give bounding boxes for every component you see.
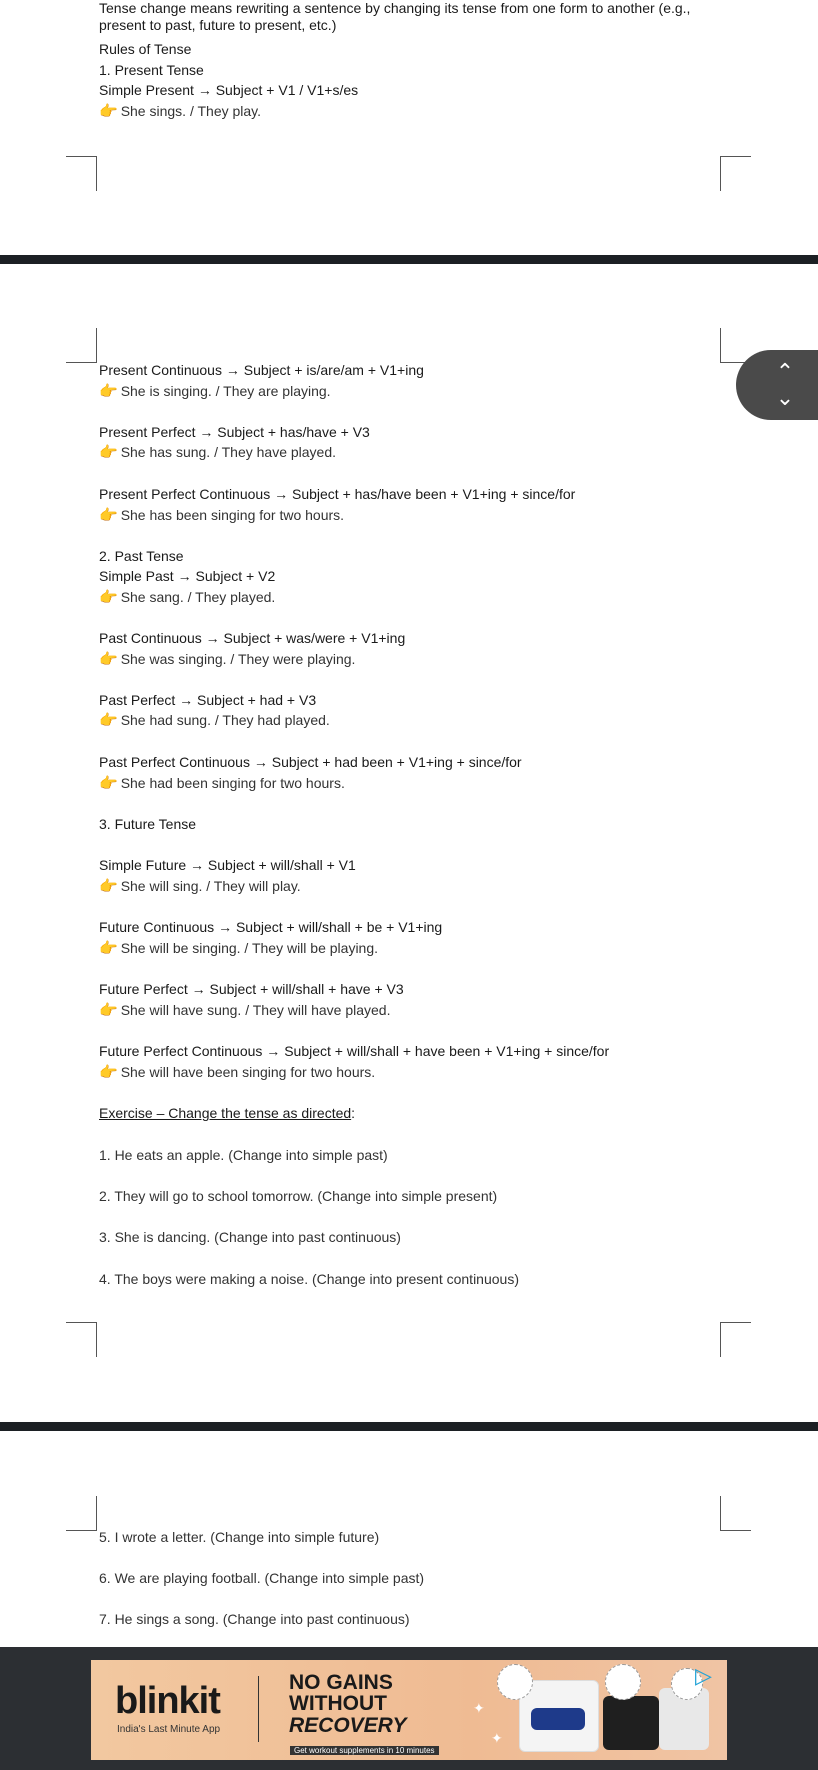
page-corner-mark bbox=[66, 1496, 97, 1531]
pointing-hand-icon: 👉 bbox=[99, 103, 118, 120]
present-perfect-continuous-rule: Present Perfect Continuous → Subject + has/have been + V1+ing + since/for bbox=[99, 486, 576, 502]
future-continuous-rule: Future Continuous → Subject + will/shall + be + V1+ing bbox=[99, 919, 443, 935]
exercise-item: 6. We are playing football. (Change into simple past) bbox=[99, 1570, 425, 1586]
ad-subtext: Get workout supplements in 10 minutes bbox=[290, 1746, 439, 1755]
page-corner-mark bbox=[720, 328, 751, 363]
pointing-hand-icon: 👉 bbox=[99, 507, 118, 524]
exercise-item: 2. They will go to school tomorrow. (Change into simple present) bbox=[99, 1188, 498, 1204]
past-perfect-continuous-rule: Past Perfect Continuous → Subject + had been + V1+ing + since/for bbox=[99, 754, 522, 770]
page-separator bbox=[0, 255, 818, 264]
page-corner-mark bbox=[66, 1322, 97, 1357]
chevron-down-icon[interactable]: ⌄ bbox=[775, 385, 795, 410]
ad-headline-line2: WITHOUT bbox=[289, 1692, 387, 1715]
page-corner-mark bbox=[66, 156, 97, 191]
pointing-hand-icon: 👉 bbox=[99, 712, 118, 729]
exercise-heading: Exercise – Change the tense as directed: bbox=[99, 1105, 356, 1121]
pointing-hand-icon: 👉 bbox=[99, 940, 118, 957]
exercise-item: 3. She is dancing. (Change into past continuous) bbox=[99, 1229, 401, 1245]
past-continuous-example: 👉 She was singing. / They were playing. bbox=[99, 651, 356, 668]
page-corner-mark bbox=[720, 1322, 751, 1357]
simple-present-example: 👉 She sings. / They play. bbox=[99, 103, 262, 120]
product-image bbox=[603, 1696, 659, 1750]
past-perfect-example: 👉 She had sung. / They had played. bbox=[99, 712, 330, 729]
ad-choices-icon[interactable]: ▷ bbox=[695, 1663, 712, 1688]
sparkle-icon: ✦ bbox=[473, 1700, 485, 1716]
pointing-hand-icon: 👉 bbox=[99, 775, 118, 792]
pointing-hand-icon: 👉 bbox=[99, 878, 118, 895]
price-badge bbox=[605, 1664, 641, 1700]
ad-headline-line1: NO GAINS bbox=[289, 1671, 393, 1694]
rules-heading: Rules of Tense bbox=[99, 41, 192, 57]
future-continuous-example: 👉 She will be singing. / They will be playing. bbox=[99, 940, 379, 957]
price-badge bbox=[497, 1664, 533, 1700]
present-perfect-rule: Present Perfect → Subject + has/have + V3 bbox=[99, 424, 370, 440]
past-continuous-rule: Past Continuous → Subject + was/were + V1+ing bbox=[99, 630, 406, 646]
pointing-hand-icon: 👉 bbox=[99, 383, 118, 400]
simple-past-rule: Simple Past → Subject + V2 bbox=[99, 568, 276, 584]
past-perfect-continuous-example: 👉 She had been singing for two hours. bbox=[99, 775, 345, 792]
present-perfect-continuous-example: 👉 She has been singing for two hours. bbox=[99, 507, 345, 524]
pointing-hand-icon: 👉 bbox=[99, 444, 118, 461]
future-perfect-rule: Future Perfect → Subject + will/shall + have + V3 bbox=[99, 981, 404, 997]
simple-present-rule: Simple Present → Subject + V1 / V1+s/es bbox=[99, 82, 359, 98]
pointing-hand-icon: 👉 bbox=[99, 1002, 118, 1019]
exercise-item: 4. The boys were making a noise. (Change into present continuous) bbox=[99, 1271, 519, 1287]
sparkle-icon: ✦ bbox=[491, 1730, 503, 1746]
ad-banner[interactable] bbox=[91, 1660, 727, 1760]
exercise-item: 7. He sings a song. (Change into past continuous) bbox=[99, 1611, 410, 1627]
product-label bbox=[531, 1708, 585, 1730]
past-perfect-rule: Past Perfect → Subject + had + V3 bbox=[99, 692, 317, 708]
exercise-item: 1. He eats an apple. (Change into simple past) bbox=[99, 1147, 388, 1163]
simple-future-example: 👉 She will sing. / They will play. bbox=[99, 878, 301, 895]
ad-brand-logo: blinkit bbox=[115, 1680, 220, 1722]
present-perfect-example: 👉 She has sung. / They have played. bbox=[99, 444, 337, 461]
past-tense-heading: 2. Past Tense bbox=[99, 548, 184, 564]
ad-divider bbox=[258, 1676, 259, 1742]
present-tense-heading: 1. Present Tense bbox=[99, 62, 204, 78]
page-navigation-control bbox=[736, 350, 818, 420]
future-perfect-example: 👉 She will have sung. / They will have played. bbox=[99, 1002, 391, 1019]
present-continuous-example: 👉 She is singing. / They are playing. bbox=[99, 383, 331, 400]
exercise-item: 5. I wrote a letter. (Change into simple future) bbox=[99, 1529, 380, 1545]
ad-tagline: India's Last Minute App bbox=[117, 1724, 221, 1735]
pointing-hand-icon: 👉 bbox=[99, 651, 118, 668]
future-perfect-continuous-rule: Future Perfect Continuous → Subject + will/shall + have been + V1+ing + since/for bbox=[99, 1043, 610, 1059]
pointing-hand-icon: 👉 bbox=[99, 589, 118, 606]
page-corner-mark bbox=[66, 328, 97, 363]
present-continuous-rule: Present Continuous → Subject + is/are/am + V1+ing bbox=[99, 362, 424, 378]
simple-future-rule: Simple Future → Subject + will/shall + V1 bbox=[99, 857, 356, 873]
intro-text: Tense change means rewriting a sentence by changing its tense from one form to another (e.g., present to past, future to present, etc.) bbox=[99, 0, 691, 33]
chevron-up-icon[interactable]: ⌃ bbox=[775, 359, 795, 384]
page-corner-mark bbox=[720, 156, 751, 191]
simple-past-example: 👉 She sang. / They played. bbox=[99, 589, 276, 606]
page-separator bbox=[0, 1422, 818, 1431]
future-perfect-continuous-example: 👉 She will have been singing for two hours. bbox=[99, 1064, 376, 1081]
ad-headline-line3: RECOVERY bbox=[289, 1714, 407, 1737]
pointing-hand-icon: 👉 bbox=[99, 1064, 118, 1081]
future-tense-heading: 3. Future Tense bbox=[99, 816, 197, 832]
page-corner-mark bbox=[720, 1496, 751, 1531]
